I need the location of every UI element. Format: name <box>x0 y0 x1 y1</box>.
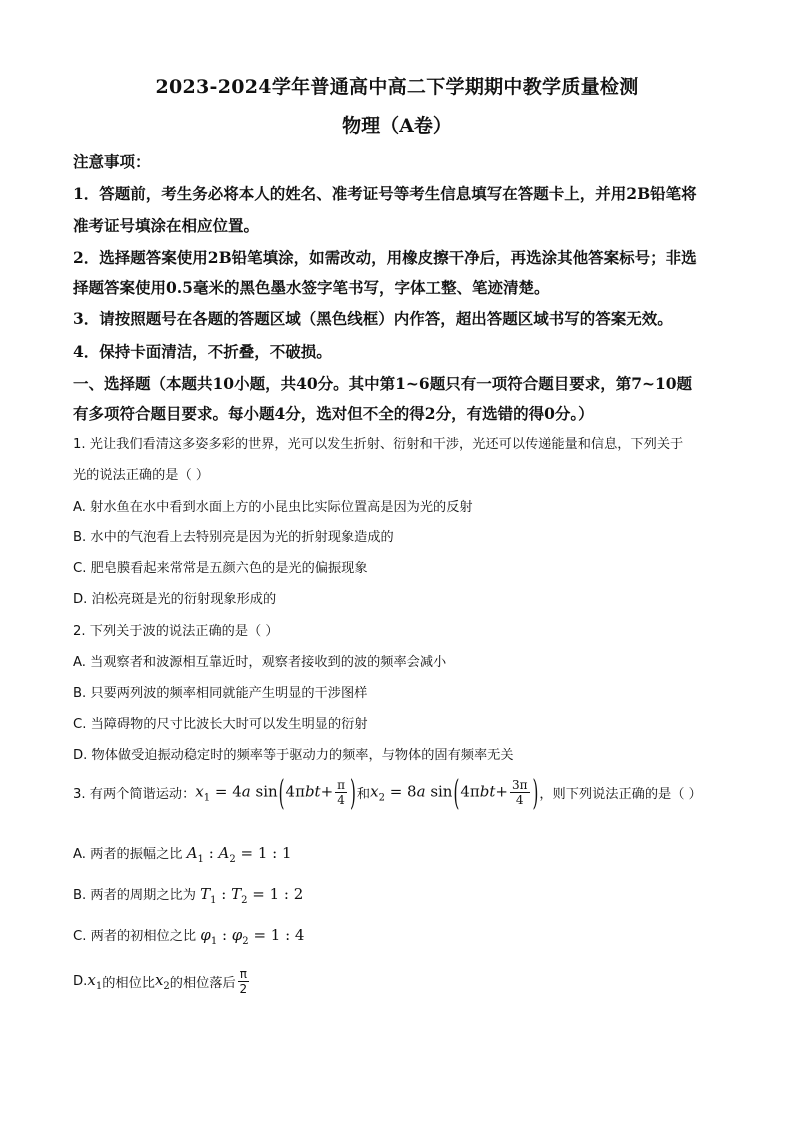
q1-option-d: D. 泊松亮斑是光的衍射现象形成的 <box>73 592 277 607</box>
q3-option-a-text: A. 两者的振幅之比 <box>73 847 183 862</box>
q1-stem-cont: 光的说法正确的是（ ） <box>73 468 210 483</box>
q3-option-d-frac: $\frac{\pi}{2}$ <box>239 967 248 996</box>
q3-lead: 3. 有两个简谐运动： <box>73 787 196 802</box>
notice-item-2: 2．选择题答案使用2B铅笔填涂，如需改动，用橡皮擦干净后，再选涂其他答案标号；非选 <box>73 248 697 267</box>
q2-stem: 2. 下列关于波的说法正确的是（ ） <box>73 624 279 639</box>
notice-item-2-cont: 择题答案使用0.5毫米的黑色墨水签字笔书写，字体工整、笔迹清楚。 <box>73 278 550 297</box>
q3-formula-x2: $x_2 = 8a$ sin(4πbt+ $\frac{3\pi}{4}$ ) <box>370 771 539 814</box>
q3-option-d-x1: $x_1$ <box>87 971 103 992</box>
q3-option-a <box>73 843 292 865</box>
q2-option-b: B. 只要两列波的频率相同就能产生明显的干涉图样 <box>73 686 368 701</box>
section-heading: 一、选择题（本题共10小题，共40分。其中第1~6题只有一项符合题目要求，第7~10题 <box>73 374 693 393</box>
q3-option-c-text: C. 两者的初相位之比 <box>73 929 197 944</box>
q3-option-b <box>73 884 303 906</box>
q2-option-a: A. 当观察者和波源相互靠近时，观察者接收到的波的频率会减小 <box>73 655 447 670</box>
q2-option-d: D. 物体做受迫振动稳定时的频率等于驱动力的频率，与物体的固有频率无关 <box>73 748 514 763</box>
q3-option-d-tail: 的相位落后 <box>169 976 236 991</box>
q3-option-d-x2: $x_2$ <box>154 971 170 992</box>
q2-option-c: C. 当障碍物的尺寸比波长大时可以发生明显的衍射 <box>73 717 368 732</box>
page-title: 2023-2024学年普通高中高二下学期期中教学质量检测 <box>155 76 639 98</box>
q3-option-c <box>73 925 304 947</box>
q1-option-c: C. 肥皂膜看起来常常是五颜六色的是光的偏振现象 <box>73 561 368 576</box>
page-subtitle: 物理（A卷） <box>342 115 452 137</box>
q3-stem <box>73 771 702 814</box>
q1-option-b: B. 水中的气泡看上去特别亮是因为光的折射现象造成的 <box>73 530 394 545</box>
q3-mid: 和 <box>356 787 371 802</box>
notice-item-4: 4．保持卡面清洁，不折叠，不破损。 <box>73 342 332 361</box>
q3-option-b-text: B. 两者的周期之比为 <box>73 888 196 903</box>
q3-option-b-math: $T_1$ : $T_2 = 1$ : 2 <box>200 885 304 906</box>
q3-formula-x1: $x_1 = 4a$ sin(4πbt+ $\frac{\pi}{4}$ ) <box>195 771 356 814</box>
q1-stem: 1. 光让我们看清这多姿多彩的世界，光可以发生折射、衍射和干涉，光还可以传递能量和信息，下列关于 <box>73 437 684 452</box>
q1-option-a: A. 射水鱼在水中看到水面上方的小昆虫比实际位置高是因为光的反射 <box>73 500 473 515</box>
q3-option-d <box>73 967 251 996</box>
q3-option-d-mid: 的相位比 <box>102 976 155 991</box>
notice-item-1-cont: 准考证号填涂在相应位置。 <box>73 216 260 235</box>
q3-option-a-math: $A_1$ : $A_2 = 1$ : 1 <box>186 844 292 865</box>
q3-option-d-label: D. <box>73 974 88 989</box>
notice-item-3: 3．请按照题号在各题的答题区域（黑色线框）内作答，超出答题区域书写的答案无效。 <box>73 309 673 328</box>
section-heading-cont: 有多项符合题目要求。每小题4分，选对但不全的得2分，有选错的得0分。） <box>73 404 594 423</box>
notice-heading: 注意事项： <box>73 152 151 171</box>
q3-tail: ，则下列说法正确的是（ ） <box>539 787 702 802</box>
q3-option-c-math: $\varphi_1$ : $\varphi_2 = 1$ : 4 <box>200 926 305 947</box>
notice-item-1: 1．答题前，考生务必将本人的姓名、准考证号等考生信息填写在答题卡上，并用2B铅笔将 <box>73 184 697 203</box>
